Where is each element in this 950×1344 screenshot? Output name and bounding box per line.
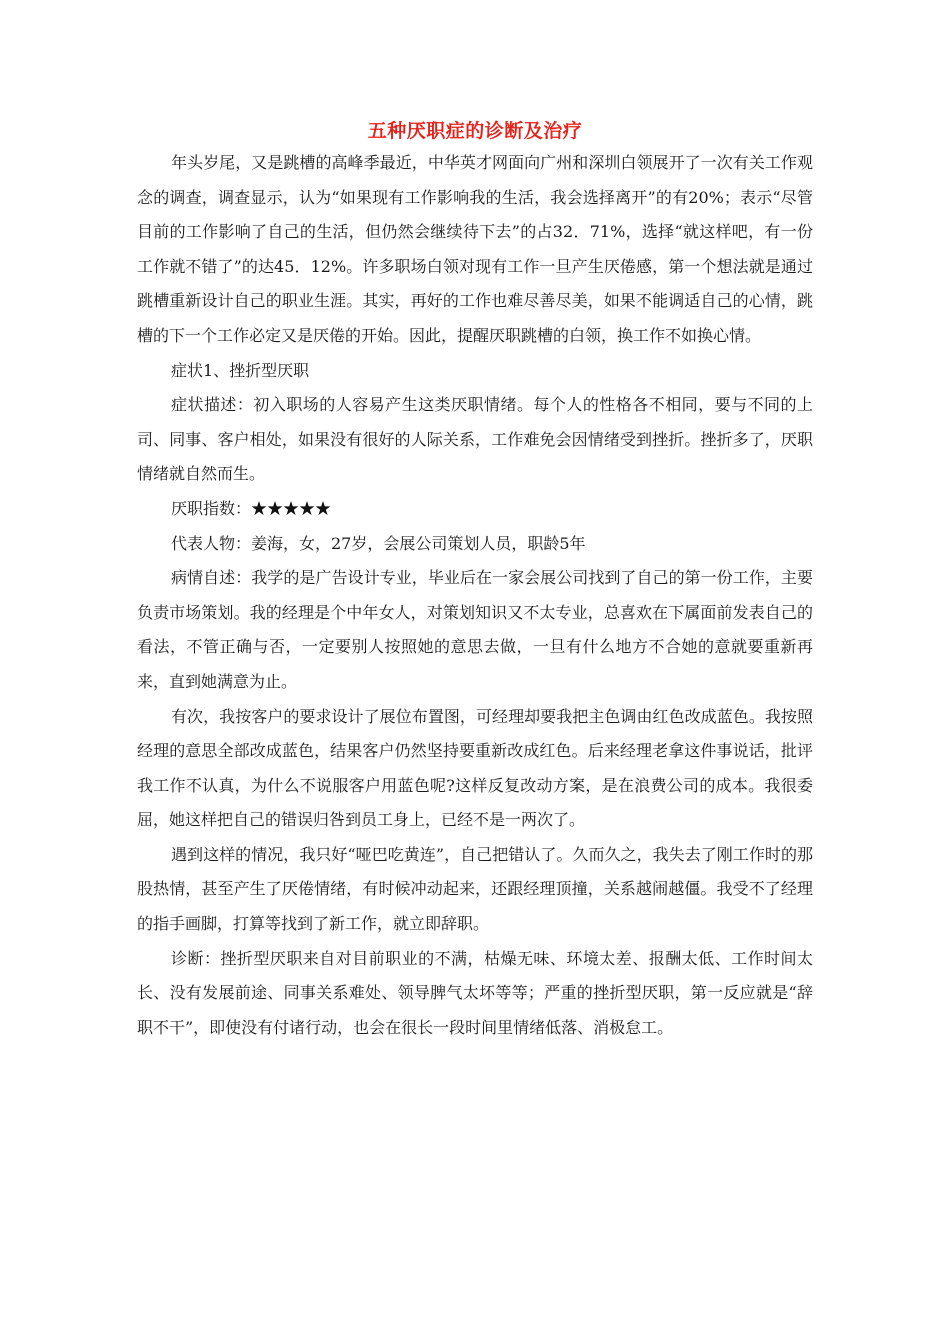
story-paragraph-1: 有次，我按客户的要求设计了展位布置图，可经理却要我把主色调由红色改成蓝色。我按照经理的意思全部改成蓝色，结果客户仍然坚持要重新改成红色。后来经理老拿这件事说话，批评我工作不认真，为什么不说服客户用蓝色呢?这样反复改动方案，是在浪费公司的成本。我很委屈，她这样把自己的错误归咎到员工身上，已经不是一两次了。 — [137, 706, 813, 830]
diagnosis-paragraph: 诊断：挫折型厌职来自对目前职业的不满，枯燥无味、环境太差、报酬太低、工作时间太长、没有发展前途、同事关系难处、领导脾气太坏等等；严重的挫折型厌职，第一反应就是“辞职不干”，即使没有付诸行动，也会在很长一段时间里情绪低落、消极怠工。 — [137, 948, 813, 1037]
intro-paragraph: 年头岁尾，又是跳槽的高峰季最近，中华英才网面向广州和深圳白领展开了一次有关工作观念的调查，调查显示，认为“如果现有工作影响我的生活，我会选择离开”的有20%；表示“尽管目前的工作影响了自己的生活，但仍然会继续待下去”的占32．71%，选择“就这样吧，有一份工作就不错了”的达45．12%。许多职场白领对现有工作一旦产生厌倦感，第一个想法就是通过跳槽重新设计自己的职业生涯。其实，再好的工作也难尽善尽美，如果不能调适自己的心情，跳槽的下一个工作必定又是厌倦的开始。因此，提醒厌职跳槽的白领，换工作不如换心情。 — [137, 153, 813, 345]
document-title: 五种厌职症的诊断及治疗 — [367, 120, 583, 142]
case-statement-paragraph: 病情自述：我学的是广告设计专业，毕业后在一家会展公司找到了自己的第一份工作，主要负责市场策划。我的经理是个中年女人，对策划知识又不太专业，总喜欢在下属面前发表自己的看法，不管正确与否，一定要别人按照她的意思去做，一旦有什么地方不合她的意就要重新再来，直到她满意为止。 — [137, 568, 813, 691]
rating-stars-icon: ★★★★★ — [251, 498, 332, 518]
document-page — [137, 118, 813, 1045]
symptom-description-paragraph: 症状描述：初入职场的人容易产生这类厌职情绪。每个人的性格各不相同，要与不同的上司、同事、客户相处，如果没有很好的人际关系，工作难免会因情绪受到挫折。挫折多了，厌职情绪就自然而生。 — [137, 395, 813, 484]
index-label: 厌职指数： — [171, 498, 252, 518]
story-paragraph-2: 遇到这样的情况，我只好“哑巴吃黄连”，自己把错认了。久而久之，我失去了刚工作时的那股热情，甚至产生了厌倦情绪，有时候冲动起来，还跟经理顶撞，关系越闹越僵。我受不了经理的指手画脚，打算等找到了新工作，就立即辞职。 — [137, 844, 813, 934]
representative-line: 代表人物：姜海，女，27岁，会展公司策划人员，职龄5年 — [171, 533, 586, 553]
symptom-heading: 症状1、挫折型厌职 — [171, 360, 310, 380]
index-line — [137, 492, 813, 527]
